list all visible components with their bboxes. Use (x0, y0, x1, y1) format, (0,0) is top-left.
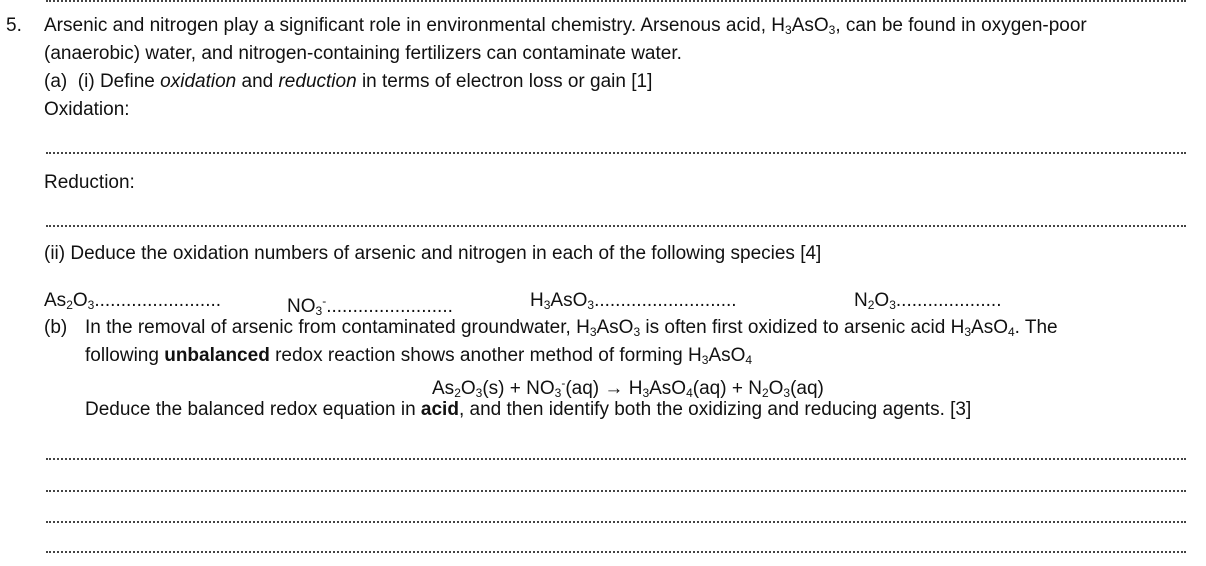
part-a-ii-prompt: (ii) Deduce the oxidation numbers of arsenic and nitrogen in each of the following species [4] (44, 243, 822, 264)
reduction-answer-line[interactable] (46, 225, 1186, 227)
part-b-line-1: In the removal of arsenic from contaminated groundwater, $H_3AsO_3$ is often first oxidized to arsenic acid $H_3AsO_4$. The (85, 317, 1058, 339)
species-as2o3[interactable]: $As_2O_3$........................ (44, 290, 222, 312)
question-intro-line-2: (anaerobic) water, and nitrogen-containing fertilizers can contaminate water. (44, 43, 682, 64)
part-a-i-prompt: (a) (i) Define oxidation and reduction in terms of electron loss or gain [1] (44, 71, 653, 92)
species-n2o3[interactable]: $N_2O_3$.................... (854, 290, 1002, 312)
reaction-arrow-icon: → (604, 378, 624, 399)
question-number: 5. (6, 15, 22, 36)
part-b-line-3: Deduce the balanced redox equation in acid, and then identify both the oxidizing and reducing agents. [3] (85, 399, 972, 420)
part-b-answer-line-2[interactable] (46, 490, 1186, 492)
part-b-line-2: following unbalanced redox reaction shows another method of forming $H_3AsO_4$ (85, 345, 753, 367)
part-b-answer-line-1[interactable] (46, 458, 1186, 460)
species-no3[interactable]: $NO_3^-$........................ (287, 294, 453, 318)
part-b-answer-line-4[interactable] (46, 551, 1186, 553)
answer-line-top (46, 0, 1186, 2)
unbalanced-equation: $As_2O_3(s) + NO_3^-(aq) \to H_3AsO_4(aq) + N_2O_3(aq)$ (432, 376, 824, 400)
reduction-label: Reduction: (44, 172, 135, 193)
part-b-answer-line-3[interactable] (46, 521, 1186, 523)
species-h3aso3[interactable]: $H_3AsO_3$........................... (530, 290, 737, 312)
oxidation-label: Oxidation: (44, 99, 130, 120)
oxidation-answer-line[interactable] (46, 152, 1186, 154)
question-intro-line-1: Arsenic and nitrogen play a significant role in environmental chemistry. Arsenous acid, $H_3AsO_3$, can be found in oxygen-poor (44, 15, 1087, 37)
part-b-prefix: (b) (44, 317, 68, 338)
